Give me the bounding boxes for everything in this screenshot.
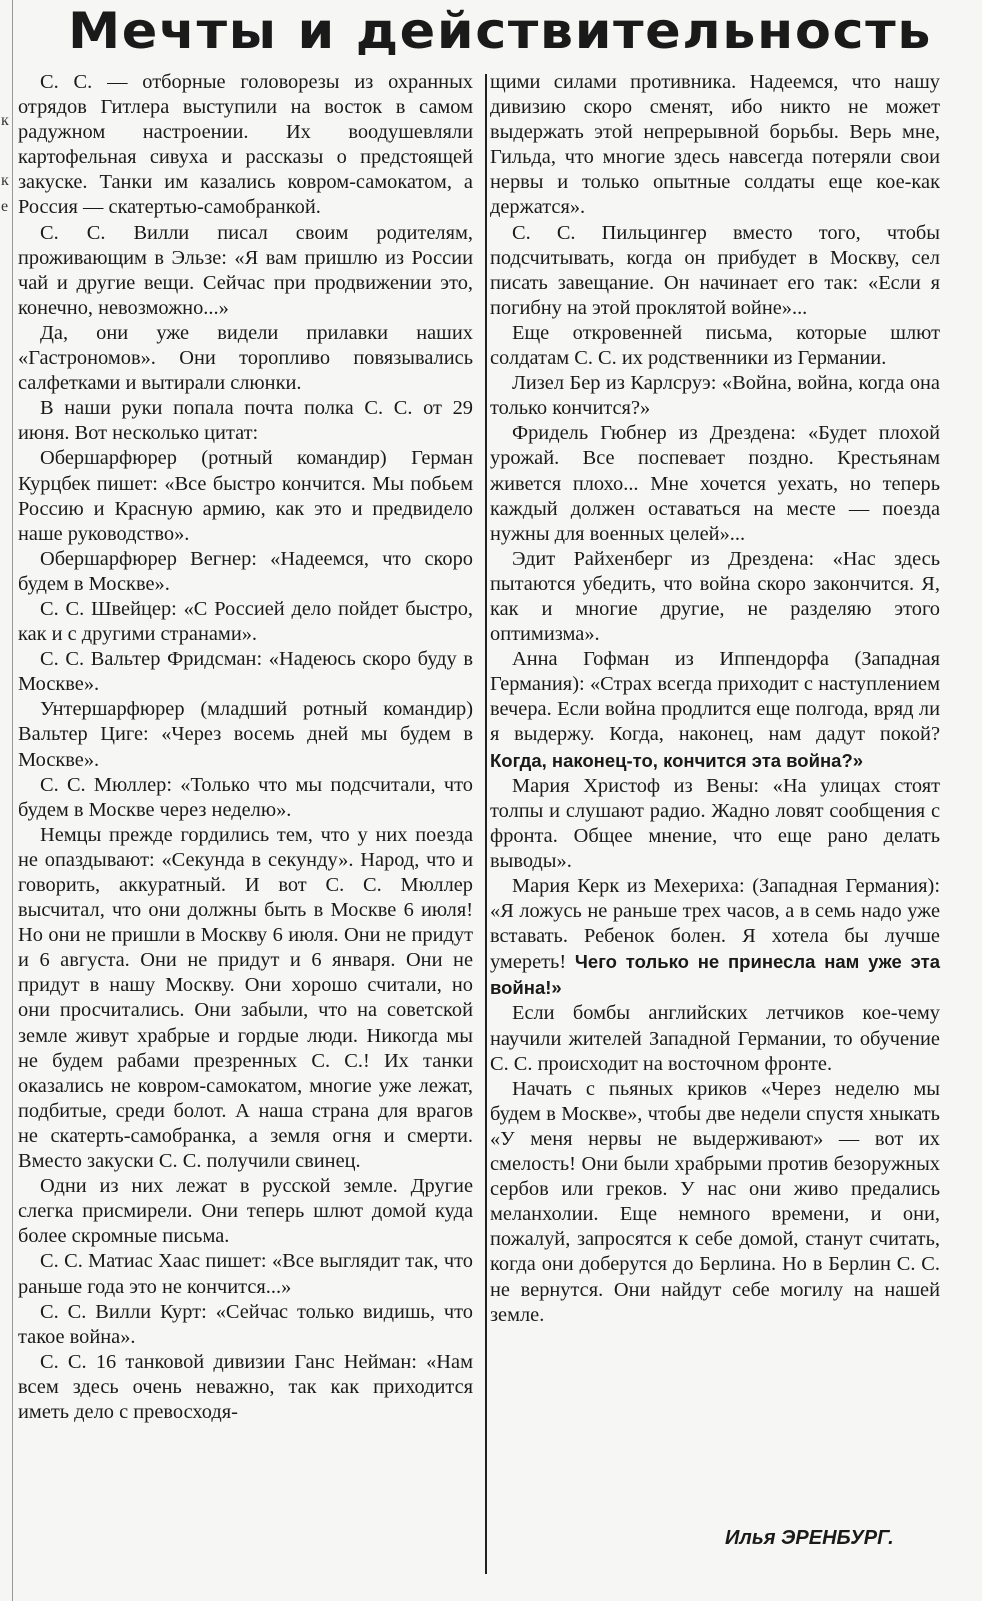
bold-quote: Чего только не принесла нам уже эта война!» [490,951,940,999]
paragraph: щими силами противника. Надеемся, что нашу дивизию скоро сменят, ибо никто не может выдержать этой непрерывной борьбы. Верь мне, Гильда, что многие здесь навсегда потеряли свои нервы и только опытные солдаты еще кое-как держатся». [490,71,940,219]
author-signature: Илья ЭРЕНБУРГ. [725,1527,894,1549]
paragraph: С. С. Швейцер: «С Россией дело пойдет быстро, как и с другими странами». [18,597,473,646]
paragraph: С. С. — отборные головорезы из охранных отрядов Гитлера выступили на восток в самом радужном настроении. Их воодушевляли картофельная сивуха и рассказы о предстоящей закуске. Танки им казались ковром-самокатом, а Россия — скатертью-самобранкой. [18,71,473,219]
paragraph: Если бомбы английских летчиков кое-чему научили жителей Западной Германии, то обучение С. С. происходит на восточном фронте. [490,1002,940,1075]
page-left-edge [0,0,13,1601]
paragraph: Еще откровенней письма, которые шлют солдатам С. С. их родственники из Германии. [490,321,940,370]
paragraph: Мария Христоф из Вены: «На улицах стоят толпы и слушают радио. Жадно ловят сообщения с фронта. Общее мнение, что еще рано делать выводы». [490,774,940,872]
margin-fragment: е [1,198,9,215]
paragraph: Обершарфюрер (ротный командир) Герман Курцбек пишет: «Все быстро кончится. Мы побьем Россию и Красную армию, как это и предвидело наше руководство». [18,447,473,545]
margin-fragment: к [1,112,9,129]
article-title: Мечты и действительность [67,2,933,60]
paragraph: В наши руки попала почта полка С. С. от 29 июня. Вот несколько цитат: [18,397,473,445]
bold-quote: Когда, наконец-то, кончится эта война?» [490,749,864,771]
margin-fragment: к [1,172,9,189]
paragraph: Начать с пьяных криков «Через неделю мы будем в Москве», чтобы две недели спустя хныкать «У меня нервы не выдерживают» — вот их смелость! Они были храбрыми против безоружных сербов или греков. У нас они живо предались меланхолии. Еще немного времени, и они, пожалуй, запросятся к себе домой, станут считать, когда они доберутся до Берлина. Но в Берлин С. С. не вернутся. Они найдут себе могилу на нашей земле. [490,1077,940,1326]
paragraph: Немцы прежде гордились тем, что у них поезда не опаздывают: «Секунда в секунду». Народ, что и говорить, аккуратный. И вот С. С. Мюллер высчитал, что они должны быть в Москве 6 июля! Но они не пришли в Москву 6 июля. Они не придут и 6 августа. Они не придут и 6 января. Они не придут в нашу Москву. Они хорошо считали, но они просчитались. Они забыли, что на советской земле живут храбрые и гордые люди. Никогда мы не будем рабами презренных С. С.! Их танки оказались не ковром-самокатом, многие уже лежат, подбитые, среди болот. А наша страна для врагов не скатерть-самобранка, а земля огня и смерти. Вместо закуски С. С. получили свинец. [18,823,473,1173]
paragraph [490,647,940,773]
paragraph: Да, они уже видели прилавки наших «Гастрономов». Они торопливо повязывались салфетками и вытирали слюнки. [18,321,473,395]
paragraph: Унтершарфюрер (младший ротный командир) Вальтер Циге: «Через восемь дней мы будем в Москве». [18,698,473,771]
paragraph: С. С. Мюллер: «Только что мы подсчитали, что будем в Москве через неделю». [18,773,473,821]
paragraph: С. С. 16 танковой дивизии Ганс Нейман: «Нам всем здесь очень неважно, так как приходится иметь дело с превосходя- [18,1350,473,1423]
paragraph: Одни из них лежат в русской земле. Другие слегка присмирели. Они теперь шлют домой куда более скромные письма. [18,1175,473,1248]
right-column [490,70,940,1328]
paragraph: Эдит Райхенберг из Дрездена: «Нас здесь пытаются убедить, что война скоро закончится. Я, как и многие другие, не разделяю этого оптимизма». [490,547,940,646]
paragraph: Обершарфюрер Вегнер: «Надеемся, что скоро будем в Москве». [18,547,473,595]
paragraph: Лизел Бер из Карлсруэ: «Война, война, когда она только кончится?» [490,372,940,420]
paragraph: Фридель Гюбнер из Дрездена: «Будет плохой урожай. Все поспевает поздно. Крестьянам живется плохо... Мне хочется уехать, но теперь каждый должен оставаться на месте — поезда нужны для военных целей»... [490,422,940,545]
paragraph: С. С. Вилли Курт: «Сейчас только видишь, что такое война». [18,1300,473,1348]
paragraph [490,874,940,1001]
column-divider [485,74,487,1574]
paragraph: С. С. Пильцингер вместо того, чтобы подсчитывать, когда он прибудет в Москву, сел писать завещание. Он начинает его так: «Если я погибну на этой проклятой войне»... [490,221,940,319]
paragraph: С. С. Вилли писал своим родителям, проживающим в Эльзе: «Я вам пришлю из России чай и другие вещи. Сейчас при продвижении это, конечно, невозможно...» [18,221,473,319]
paragraph: С. С. Матиас Хаас пишет: «Все выглядит так, что раньше года это не кончится...» [18,1250,473,1298]
left-column [18,70,473,1425]
paragraph-text: Анна Гофман из Иппендорфа (Западная Германия): «Страх всегда приходит с наступлением вечера. Если война продлится еще полгода, вряд ли я выдержу. Когда, наконец, нам дадут покой? [490,648,940,746]
paragraph: С. С. Вальтер Фридсман: «Надеюсь скоро буду в Москве». [18,648,473,696]
paragraph-text: Мария Керк из Мехериха: (Западная Германия): «Я ложусь не раньше трех часов, а в семь надо уже вставать. Ребенок болен. Я хотела бы лучше умереть! [490,875,940,974]
